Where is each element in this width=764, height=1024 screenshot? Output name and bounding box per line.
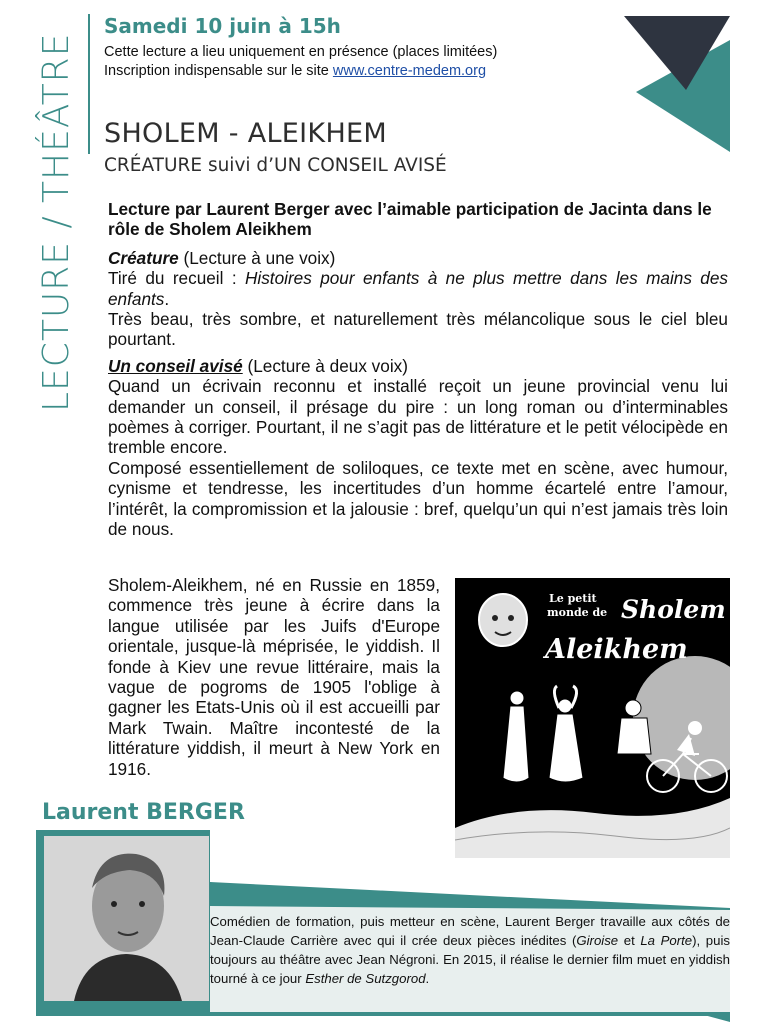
poster-line3: Sholem bbox=[621, 595, 726, 624]
performer-bio-part1: Comédien de formation, puis metteur en scène, Laurent Berger travaille aux côtés de Jean-Claude Carrière avec qui il crée deux pièces inédites ( bbox=[210, 914, 730, 948]
creature-source-suffix: . bbox=[164, 288, 170, 309]
page-title: SHOLEM - ALEIKHEM bbox=[104, 118, 387, 149]
performer-name: Laurent BERGER bbox=[42, 800, 245, 825]
poster-line2: monde de bbox=[547, 606, 608, 619]
event-date: Samedi 10 juin à 15h bbox=[104, 14, 341, 38]
performer-play2: La Porte bbox=[640, 933, 693, 948]
creature-source-prefix: Tiré du recueil : bbox=[108, 268, 245, 289]
performer-bio-part4: . bbox=[425, 971, 430, 986]
poster-image bbox=[455, 578, 730, 858]
performer-film: Esther de Sutzgorod bbox=[305, 971, 426, 986]
performer-portrait bbox=[44, 836, 209, 1001]
performer-play1: Giroise bbox=[576, 933, 619, 948]
conseil-text-1: Quand un écrivain reconnu et installé reçoit un jeune provincial venu lui demander un conseil, il présage du pire : un long roman ou d’interminables poèmes à corriger. Pourtant, il ne s’agit pas de littérature et le petit vélocipède en tremble encore. bbox=[108, 376, 728, 458]
conseil-section bbox=[108, 356, 728, 540]
performer-bio-part3: ), puis toujours au théâtre avec Jean Négroni. En 2015, il réalise le dernier film muet en yiddish tourné à ce jour bbox=[210, 933, 730, 986]
poster-line1: Le petit bbox=[549, 592, 597, 605]
conseil-note: (Lecture à deux voix) bbox=[242, 355, 408, 376]
conseil-heading: Un conseil avisé bbox=[108, 355, 243, 376]
page-subtitle: CRÉATURE suivi d’UN CONSEIL AVISÉ bbox=[104, 155, 447, 176]
lead-paragraph: Lecture par Laurent Berger avec l’aimable participation de Jacinta dans le rôle de Sholem Aleikhem bbox=[108, 199, 712, 240]
registration-prefix: Inscription indispensable sur le site bbox=[104, 63, 333, 79]
poster-illustration bbox=[455, 578, 730, 858]
performer-bio-part2: et bbox=[618, 933, 641, 948]
creature-source-title: Histoires pour enfants à ne plus mettre dans les mains des enfants bbox=[108, 268, 728, 309]
website-link[interactable]: www.centre-medem.org bbox=[332, 63, 487, 79]
performer-bio bbox=[210, 912, 730, 988]
decor-triangle-dark bbox=[624, 16, 730, 90]
main-content bbox=[108, 199, 728, 546]
portrait-illustration bbox=[44, 836, 209, 1001]
registration-info bbox=[104, 63, 486, 79]
creature-note: (Lecture à une voix) bbox=[178, 247, 336, 268]
creature-section bbox=[108, 248, 728, 350]
attendance-info: Cette lecture a lieu uniquement en présence (places limitées) bbox=[104, 44, 498, 60]
vertical-divider bbox=[88, 14, 90, 154]
author-bio: Sholem-Aleikhem, né en Russie en 1859, commence très jeune à écrire dans la langue utilisée par les Juifs d'Europe orientale, jusque-là méprisée, le yiddish. Il fonde à Kiev une revue littéraire, mais la vague de pogroms de 1905 l'oblige à gagner les Etats-Unis où il est accueilli par Mark Twain. Maître incontesté de la littérature yiddish, il meurt à New York en 1916. bbox=[108, 575, 440, 779]
section-label-vertical: LECTURE / THÉÂTRE bbox=[36, 32, 77, 412]
creature-description: Très beau, très sombre, et naturellement très mélancolique sous le ciel bleu pourtant. bbox=[108, 309, 728, 350]
poster-line4: Aleikhem bbox=[545, 634, 688, 665]
creature-heading: Créature bbox=[108, 247, 179, 268]
conseil-text-2: Composé essentiellement de soliloques, ce texte met en scène, avec humour, cynisme et tendresse, les incertitudes d’un homme écartelé entre l’amour, l’intérêt, la compromission et la jalousie : bref, quelqu’un qui n’est jamais très loin de nous. bbox=[108, 457, 728, 540]
